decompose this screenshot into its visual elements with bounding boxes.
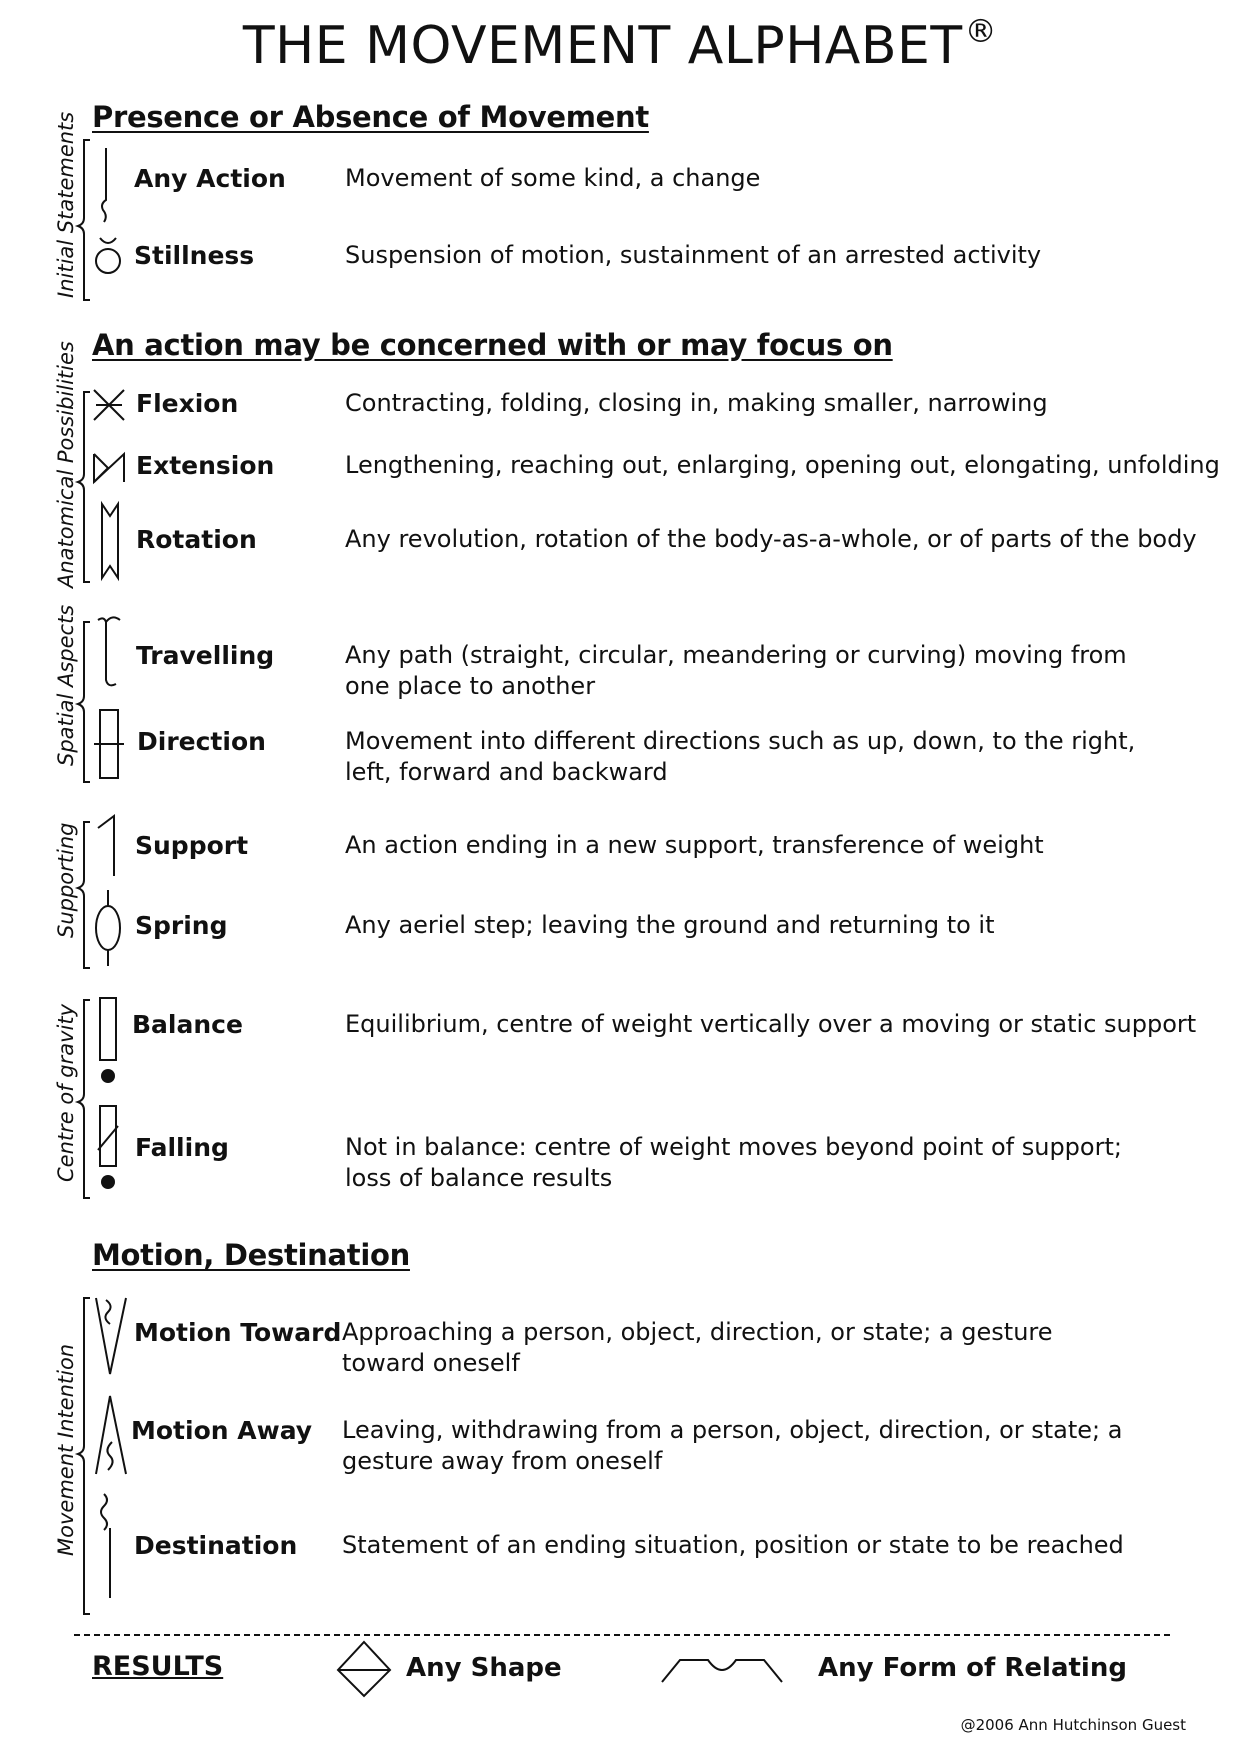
support-symbol xyxy=(94,812,124,878)
entry-label-falling: Falling xyxy=(135,1133,229,1162)
entry-desc-extension: Lengthening, reaching out, enlarging, opening out, elongating, unfolding xyxy=(345,451,1220,479)
spring-symbol xyxy=(92,888,124,968)
group-label-gravity: Centre of gravity xyxy=(54,1003,78,1182)
entry-label-direction: Direction xyxy=(137,727,266,756)
entry-desc-travelling: Any path (straight, circular, meandering or curving) moving from one place to another xyxy=(345,641,1127,700)
rotation-symbol xyxy=(98,502,124,582)
entry-desc-flexion: Contracting, folding, closing in, making smaller, narrowing xyxy=(345,389,1048,417)
any-relating-symbol xyxy=(660,1656,784,1686)
section-heading-presence: Presence or Absence of Movement xyxy=(92,100,649,134)
group-label-initial: Initial Statements xyxy=(54,111,78,298)
motion-away-symbol xyxy=(90,1392,130,1476)
flexion-symbol xyxy=(90,386,130,426)
travelling-symbol xyxy=(92,616,126,690)
bracket-gravity xyxy=(78,1000,90,1198)
bracket-intention xyxy=(78,1298,90,1614)
entry-label-destination: Destination xyxy=(134,1531,298,1560)
entry-label-any-action: Any Action xyxy=(134,164,286,193)
results-any-shape: Any Shape xyxy=(406,1653,562,1683)
entry-desc-rotation: Any revolution, rotation of the body-as-a-whole, or of parts of the body xyxy=(345,525,1197,553)
entry-label-support: Support xyxy=(135,831,249,860)
balance-symbol xyxy=(94,996,124,1092)
entry-label-balance: Balance xyxy=(132,1010,243,1039)
entry-desc-any-action: Movement of some kind, a change xyxy=(345,164,761,192)
bracket-spatial xyxy=(78,622,90,782)
falling-symbol xyxy=(94,1104,124,1194)
entry-desc-motion-away: Leaving, withdrawing from a person, object, direction, or state; a gesture away from oneself xyxy=(342,1416,1123,1475)
entry-desc-spring: Any aeriel step; leaving the ground and returning to it xyxy=(345,911,995,939)
entry-label-extension: Extension xyxy=(136,451,275,480)
group-label-supporting: Supporting xyxy=(54,822,78,938)
entry-desc-support: An action ending in a new support, transference of weight xyxy=(345,831,1044,859)
bracket-supporting xyxy=(78,822,90,968)
extension-symbol xyxy=(90,448,130,488)
section-heading-motion: Motion, Destination xyxy=(92,1238,410,1272)
entry-label-stillness: Stillness xyxy=(134,241,255,270)
bracket-initial xyxy=(78,140,90,300)
results-divider xyxy=(74,1634,1170,1636)
entry-desc-destination: Statement of an ending situation, position or state to be reached xyxy=(342,1531,1124,1559)
stillness-symbol xyxy=(94,234,128,276)
motion-toward-symbol xyxy=(90,1296,130,1380)
group-label-spatial: Spatial Aspects xyxy=(54,604,78,766)
any-shape-symbol xyxy=(334,1640,394,1700)
section-heading-focus: An action may be concerned with or may focus on xyxy=(92,328,893,362)
entry-label-motion-toward: Motion Toward xyxy=(134,1318,342,1347)
results-any-relating: Any Form of Relating xyxy=(818,1653,1127,1683)
entry-label-motion-away: Motion Away xyxy=(131,1416,313,1445)
entry-label-rotation: Rotation xyxy=(136,525,257,554)
group-label-anatomical: Anatomical Possibilities xyxy=(54,341,78,588)
entry-desc-motion-toward: Approaching a person, object, direction, or state; a gesture toward oneself xyxy=(342,1318,1053,1377)
destination-symbol xyxy=(96,1492,126,1600)
entry-label-travelling: Travelling xyxy=(136,641,275,670)
entry-desc-balance: Equilibrium, centre of weight vertically over a moving or static support xyxy=(345,1010,1197,1038)
copyright-text: @2006 Ann Hutchinson Guest xyxy=(960,1716,1186,1734)
entry-desc-falling: Not in balance: centre of weight moves beyond point of support; loss of balance results xyxy=(345,1133,1122,1192)
entry-desc-direction: Movement into different directions such as up, down, to the right, left, forward and backward xyxy=(345,727,1136,786)
entry-desc-stillness: Suspension of motion, sustainment of an arrested activity xyxy=(345,241,1042,269)
results-label: RESULTS xyxy=(92,1651,224,1682)
entry-label-spring: Spring xyxy=(135,911,228,940)
direction-symbol xyxy=(90,706,130,782)
entry-label-flexion: Flexion xyxy=(136,389,239,418)
registered-mark: ® xyxy=(964,12,998,50)
any-action-symbol xyxy=(94,146,124,226)
group-label-intention: Movement Intention xyxy=(54,1343,78,1556)
bracket-anatomical xyxy=(78,392,90,582)
title-text: THE MOVEMENT ALPHABET xyxy=(242,16,963,76)
